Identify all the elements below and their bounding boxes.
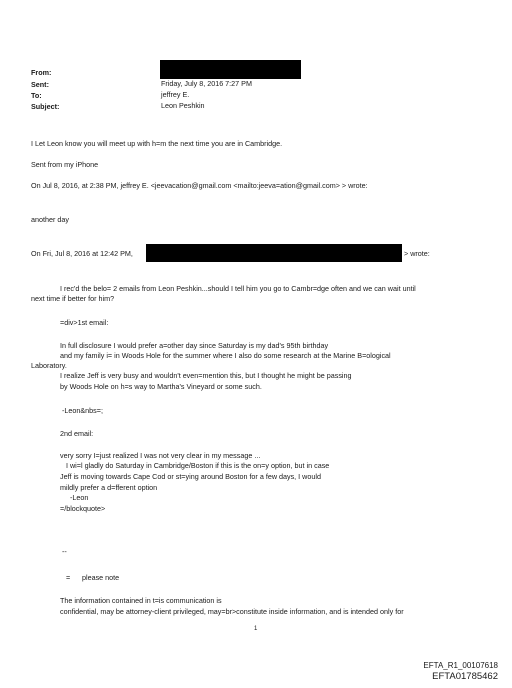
second-email-label: 2nd email:: [60, 429, 94, 438]
para-2a: In full disclosure I would prefer a=other day since Saturday is my dad's 95th birthday: [60, 341, 329, 350]
bates-code-1: EFTA_R1_00107618: [423, 661, 498, 670]
sent-label: Sent:: [31, 80, 49, 89]
separator-dashes: --: [62, 547, 67, 556]
para-4a: very sorry I=just realized I was not very clear in my message ...: [60, 451, 261, 460]
para-1a: I rec'd the belo= 2 emails from Leon Peshkin...should I tell him you go to Cambr=dge often and we can wait until: [60, 284, 416, 293]
reply-line: I Let Leon know you will meet up with h=m the next time you are in Cambridge.: [31, 139, 283, 148]
subject-label: Subject:: [31, 102, 60, 111]
quoted-header-2-suffix: > wrote:: [404, 249, 430, 258]
info-line-1: The information contained in t=is communication is: [60, 596, 222, 605]
another-day: another day: [31, 215, 69, 224]
para-2c: Laboratory.: [31, 361, 67, 370]
from-label: From:: [31, 68, 52, 77]
para-3b: by Woods Hole on h=s way to Martha's Vineyard or some such.: [60, 382, 262, 391]
info-line-2: confidential, may be attorney-client privileged, may=br>constitute inside information, and is intended only for: [60, 607, 404, 616]
quoted-header-2-prefix: On Fri, Jul 8, 2016 at 12:42 PM,: [31, 249, 133, 258]
sent-value: Friday, July 8, 2016 7:27 PM: [161, 79, 252, 88]
para-4d: mildly prefer a d=fferent option: [60, 483, 158, 492]
page-number: 1: [254, 626, 258, 632]
para-1b: next time if better for him?: [31, 294, 115, 303]
bullet-marker: =: [66, 573, 71, 582]
quoted-header-1: On Jul 8, 2016, at 2:38 PM, jeffrey E. <jeevacation@gmail.com <mailto:jeeva=ation@gmail.com> > wrote:: [31, 181, 368, 190]
subject-value: Leon Peshkin: [161, 101, 205, 110]
div-line: =div>1st email:: [60, 318, 109, 327]
blockquote-close: =/blockquote>: [60, 504, 106, 513]
to-value: jeffrey E.: [161, 90, 190, 99]
signature-2: -Leon: [70, 493, 89, 502]
redaction-from: [160, 60, 301, 79]
para-4b: I wi=l gladly do Saturday in Cambridge/Boston if this is the on=y option, but in case: [66, 461, 330, 470]
to-label: To:: [31, 91, 42, 100]
sent-from-iphone: Sent from my iPhone: [31, 160, 99, 169]
para-3a: I realize Jeff is very busy and wouldn't even=mention this, but I thought he might be passing: [60, 371, 352, 380]
para-2b: and my family i= in Woods Hole for the summer where I also do some research at the Marine B=ological: [60, 351, 391, 360]
signature-1: -Leon&nbs=;: [62, 406, 103, 415]
redaction-sender: [146, 244, 402, 262]
para-4c: Jeff is moving towards Cape Cod or st=ying around Boston for a few days, I would: [60, 472, 321, 481]
please-note: please note: [82, 573, 120, 582]
bates-code-2: EFTA01785462: [432, 671, 498, 682]
